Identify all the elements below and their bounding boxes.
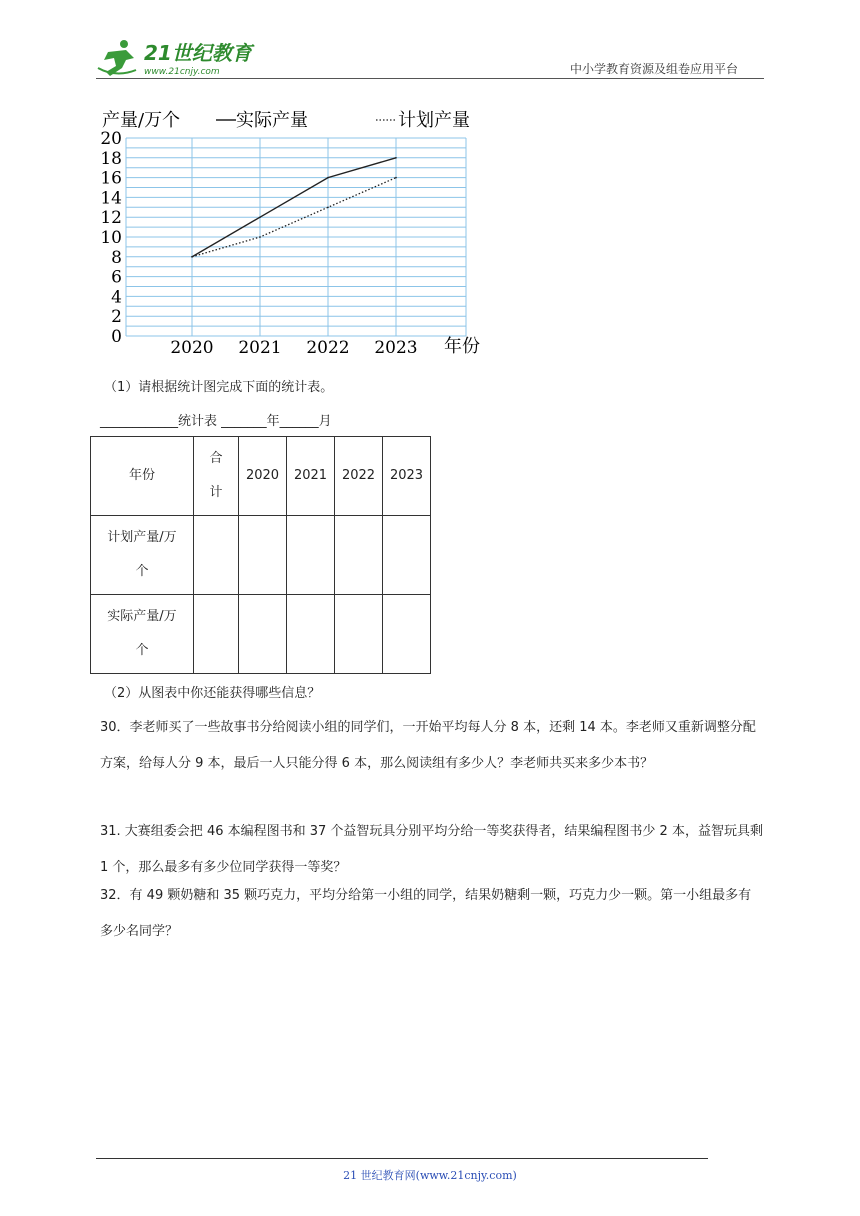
caption-month: 月: [318, 414, 332, 429]
y-tick-label: 6: [111, 267, 122, 288]
statistics-table: [90, 436, 431, 674]
header-2022-cell: 2022: [335, 437, 383, 516]
legend-actual-label: 实际产量: [236, 110, 308, 131]
legend-planned-label: 计划产量: [398, 110, 470, 131]
y-tick-label: 12: [100, 208, 122, 229]
total-char-2: 计: [209, 485, 223, 500]
x-axis-label: 年份: [444, 336, 480, 357]
row-label-line: 个: [135, 643, 149, 658]
site-title: 中小学教育资源及组卷应用平台: [570, 62, 739, 76]
data-point-planned: [191, 256, 193, 258]
data-point-actual: [395, 157, 397, 159]
y-tick-label: 16: [100, 168, 122, 189]
answer-cell[interactable]: [335, 595, 383, 674]
data-point-actual: [259, 216, 261, 218]
logo-text: 21世纪教育: [144, 41, 252, 65]
runner-icon: [98, 40, 136, 76]
x-tick-label: 2020: [170, 338, 214, 358]
data-point-planned: [259, 236, 261, 238]
y-tick-label: 18: [100, 148, 122, 169]
row-planned-label: [91, 516, 194, 595]
answer-cell[interactable]: [287, 595, 335, 674]
caption-blank-title: ____________: [100, 414, 178, 429]
answer-cell[interactable]: [287, 516, 335, 595]
site-logo: [96, 38, 266, 80]
answer-cell[interactable]: [383, 516, 431, 595]
table-caption: [100, 410, 332, 429]
footer-divider: [96, 1158, 708, 1159]
caption-year: 年: [266, 414, 280, 429]
y-tick-label: 20: [100, 129, 122, 149]
y-tick-label: 2: [111, 307, 122, 328]
data-point-planned: [395, 177, 397, 179]
row-label-line: 计划产量/万: [107, 530, 177, 545]
answer-cell[interactable]: [383, 595, 431, 674]
header-year-cell: 年份: [91, 437, 194, 516]
question-2: （2）从图表中你还能获得哪些信息？: [104, 686, 321, 701]
footer-text: 21 世纪教育网(www.21cnjy.com): [343, 1169, 517, 1182]
question-1: （1）请根据统计图完成下面的统计表。: [104, 380, 334, 395]
legend: [216, 110, 470, 131]
answer-cell[interactable]: [335, 516, 383, 595]
x-tick-label: 2023: [374, 338, 418, 358]
header-2020-cell: 2020: [239, 437, 287, 516]
header-divider: [96, 78, 764, 79]
answer-cell[interactable]: [239, 516, 287, 595]
y-tick-label: 0: [111, 327, 122, 347]
answer-cell[interactable]: [194, 595, 239, 674]
header-total-cell: [194, 437, 239, 516]
header-2023-cell: 2023: [383, 437, 431, 516]
header-2021-cell: 2021: [287, 437, 335, 516]
table-row: [91, 516, 431, 595]
caption-blank-month: ______: [279, 414, 319, 429]
problem-32: 32．有 49 颗奶糖和 35 颗巧克力，平均分给第一小组的同学，结果奶糖剩一颗，巧克力少一颗。第一小组最多有多少名同学？: [100, 888, 752, 939]
y-axis-label: 产量/万个: [102, 110, 181, 131]
data-point-actual: [327, 177, 329, 179]
total-char-1: 合: [209, 451, 223, 466]
x-tick-label: 2021: [238, 338, 282, 358]
table-row: [91, 595, 431, 674]
row-label-line: 个: [135, 564, 149, 579]
caption-label: 统计表: [178, 414, 218, 429]
y-tick-label: 8: [111, 247, 122, 268]
logo-url: www.21cnjy.com: [144, 67, 220, 77]
caption-blank-year: _______: [221, 414, 267, 429]
table-header-row: [91, 437, 431, 516]
x-tick-label: 2022: [306, 338, 350, 358]
y-tick-label: 14: [100, 188, 122, 209]
answer-cell[interactable]: [239, 595, 287, 674]
y-tick-label: 10: [100, 228, 122, 248]
problem-31: 31. 大赛组委会把 46 本编程图书和 37 个益智玩具分别平均分给一等奖获得者，结果编程图书少 2 本，益智玩具剩 1 个，那么最多有多少位同学获得一等奖？: [100, 824, 763, 875]
answer-cell[interactable]: [194, 516, 239, 595]
row-actual-label: [91, 595, 194, 674]
data-point-planned: [327, 207, 329, 209]
problem-30: 30．李老师买了一些故事书分给阅读小组的同学们，一开始平均每人分 8 本，还剩 14 本。李老师又重新调整分配方案，给每人分 9 本，最后一人只能分得 6 本，那么阅读组有多少人？李老师共买来多少本书？: [100, 720, 756, 771]
production-line-chart: [96, 104, 496, 360]
y-tick-label: 4: [111, 287, 122, 308]
row-label-line: 实际产量/万: [107, 609, 177, 624]
